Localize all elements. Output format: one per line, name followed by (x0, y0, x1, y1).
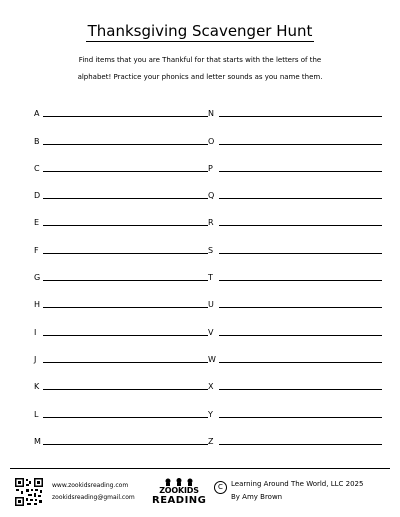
instructions-line-1: Find items that you are Thankful for that starts with the letters of the (78, 56, 322, 64)
answer-line[interactable] (43, 362, 208, 363)
answer-line[interactable] (219, 444, 382, 445)
letter-row (34, 228, 208, 255)
letter-row (34, 283, 208, 310)
letter-label: X (208, 382, 214, 392)
answer-line[interactable] (43, 253, 208, 254)
letter-row (34, 147, 208, 174)
answer-line[interactable] (43, 307, 208, 308)
letter-row (34, 119, 208, 146)
letter-label: F (34, 245, 39, 255)
answer-line[interactable] (219, 389, 382, 390)
email-link[interactable]: zookidsreading@gmail.com (52, 494, 135, 501)
letter-row (34, 338, 208, 365)
letter-row (208, 310, 382, 337)
answer-line[interactable] (219, 225, 382, 226)
answer-line[interactable] (43, 198, 208, 199)
answer-line[interactable] (219, 280, 382, 281)
author-text: By Amy Brown (231, 493, 283, 501)
answer-line[interactable] (219, 307, 382, 308)
letter-row (34, 310, 208, 337)
letter-label: P (208, 163, 213, 173)
answer-line[interactable] (219, 417, 382, 418)
answer-line[interactable] (219, 144, 382, 145)
answer-line[interactable] (43, 335, 208, 336)
logo-figures-icon (162, 478, 196, 486)
qr-code-icon (14, 477, 44, 507)
letters-column-left (34, 92, 208, 447)
letter-row (208, 201, 382, 228)
letter-label: U (208, 300, 214, 310)
letter-label: Z (208, 436, 214, 446)
letter-row (208, 283, 382, 310)
letter-label: T (208, 273, 213, 283)
letter-label: O (208, 136, 215, 146)
letter-label: D (34, 191, 41, 201)
answer-line[interactable] (219, 253, 382, 254)
letter-label: I (34, 327, 37, 337)
answer-line[interactable] (43, 389, 208, 390)
contact-info (52, 480, 135, 504)
answer-line[interactable] (219, 335, 382, 336)
footer-divider (10, 468, 390, 469)
letter-label: S (208, 245, 214, 255)
logo-bottom-text: READING (152, 495, 207, 506)
copyright-icon: C (214, 481, 227, 494)
answer-line[interactable] (219, 198, 382, 199)
answer-line[interactable] (43, 144, 208, 145)
worksheet-title-text: Thanksgiving Scavenger Hunt (87, 22, 313, 40)
letter-label: C (34, 163, 40, 173)
answer-line[interactable] (219, 362, 382, 363)
letter-row (34, 174, 208, 201)
letter-row (208, 228, 382, 255)
answer-line[interactable] (43, 417, 208, 418)
letter-label: Y (208, 409, 213, 419)
letter-label: B (34, 136, 40, 146)
letter-label: E (34, 218, 40, 228)
answer-line[interactable] (43, 171, 208, 172)
answer-line[interactable] (43, 116, 208, 117)
letter-row (34, 420, 208, 447)
website-link[interactable]: www.zookidsreading.com (52, 482, 129, 489)
answer-line[interactable] (43, 444, 208, 445)
letter-row (208, 119, 382, 146)
letter-row (208, 256, 382, 283)
letter-row (208, 92, 382, 119)
letters-column-right (208, 92, 382, 447)
worksheet-title (0, 22, 400, 42)
letter-row (208, 392, 382, 419)
letter-label: G (34, 273, 41, 283)
answer-line[interactable] (43, 280, 208, 281)
zookids-logo (152, 478, 206, 508)
letter-label: Q (208, 191, 215, 201)
letter-row (208, 420, 382, 447)
letter-label: N (208, 109, 214, 119)
letter-label: H (34, 300, 41, 310)
answer-line[interactable] (219, 116, 382, 117)
letter-label: A (34, 109, 40, 119)
company-text: Learning Around The World, LLC 2025 (231, 480, 364, 488)
logo-top-text: ZOOKIDS (159, 486, 199, 495)
letter-label: K (34, 382, 40, 392)
answer-line[interactable] (219, 171, 382, 172)
letter-row (208, 174, 382, 201)
letter-row (34, 201, 208, 228)
letter-row (34, 392, 208, 419)
letter-row (208, 338, 382, 365)
letter-label: R (208, 218, 214, 228)
answer-line[interactable] (43, 225, 208, 226)
letter-label: L (34, 409, 39, 419)
letter-row (34, 256, 208, 283)
letter-label: W (208, 354, 216, 364)
letter-row (34, 92, 208, 119)
letter-row (208, 147, 382, 174)
letter-row (34, 365, 208, 392)
letter-label: J (34, 354, 37, 364)
letter-row (208, 365, 382, 392)
letter-label: V (208, 327, 214, 337)
credits (231, 478, 363, 504)
letter-label: M (34, 436, 41, 446)
instructions-line-2: alphabet! Practice your phonics and letter sounds as you name them. (77, 73, 323, 81)
instructions (40, 52, 360, 86)
